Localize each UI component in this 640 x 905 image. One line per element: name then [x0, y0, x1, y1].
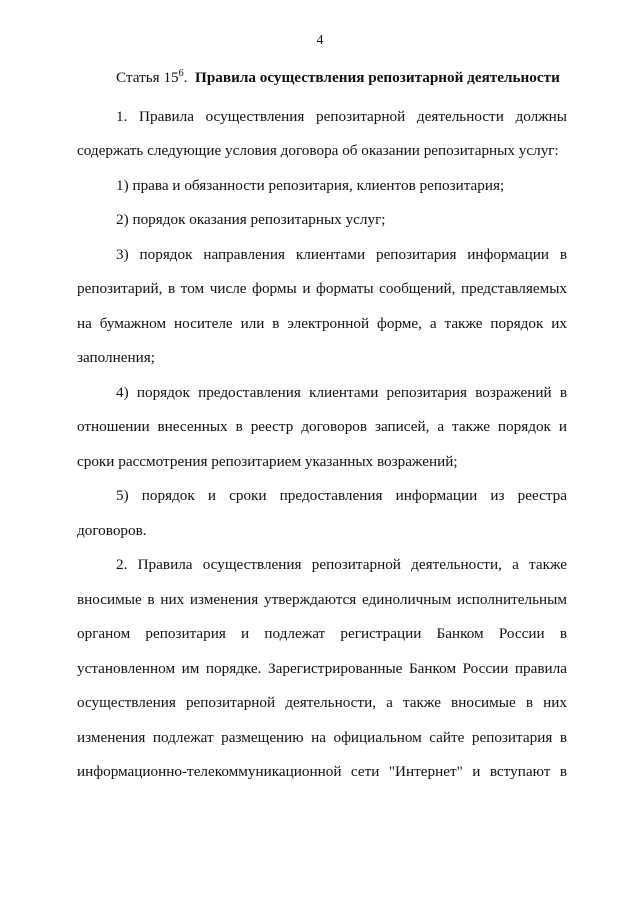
- paragraph-line: 1. Правила осуществления репозитарной деятельности должны: [116, 108, 567, 125]
- paragraph-line: 2. Правила осуществления репозитарной деятельности, а также: [116, 556, 567, 573]
- paragraph-line: на бумажном носителе или в электронной форме, а также порядок их: [77, 315, 567, 332]
- paragraph-line: репозитарий, в том числе формы и форматы сообщений, представляемых: [77, 280, 567, 297]
- list-item-line: 3) порядок направления клиентами репозитария информации в: [116, 246, 567, 263]
- paragraph-line: установленном им порядке. Зарегистрированные Банком России правила: [77, 660, 567, 677]
- paragraph-line: вносимые в них изменения утверждаются единоличным исполнительным: [77, 591, 567, 608]
- list-item-line: 1) права и обязанности репозитария, клиентов репозитария;: [116, 177, 505, 194]
- paragraph-line: информационно-телекоммуникационной сети "Интернет" и вступают в: [77, 763, 567, 780]
- paragraph-line: изменения подлежат размещению на официальном сайте репозитария в: [77, 729, 567, 746]
- article-heading: [116, 69, 567, 87]
- article-dot: .: [183, 69, 188, 86]
- list-item-line: 4) порядок предоставления клиентами репозитария возражений в: [116, 384, 567, 401]
- paragraph-line: отношении внесенных в реестр договоров записей, а также порядок и: [77, 418, 567, 435]
- article-prefix: Статья 15: [116, 69, 179, 86]
- paragraph-line: заполнения;: [77, 349, 155, 366]
- article-number-superscript: 6: [178, 67, 184, 79]
- paragraph-line: органом репозитария и подлежат регистрации Банком России в: [77, 625, 567, 642]
- page-number: 4: [316, 33, 324, 48]
- article-title: Правила осуществления репозитарной деятельности: [195, 69, 560, 86]
- paragraph-line: осуществления репозитарной деятельности, а также вносимые в них: [77, 694, 567, 711]
- paragraph-line: содержать следующие условия договора об оказании репозитарных услуг:: [77, 142, 559, 159]
- list-item-line: 5) порядок и сроки предоставления информации из реестра: [116, 487, 567, 504]
- paragraph-line: договоров.: [77, 522, 147, 539]
- list-item-line: 2) порядок оказания репозитарных услуг;: [116, 211, 386, 228]
- paragraph-line: сроки рассмотрения репозитарием указанных возражений;: [77, 453, 458, 470]
